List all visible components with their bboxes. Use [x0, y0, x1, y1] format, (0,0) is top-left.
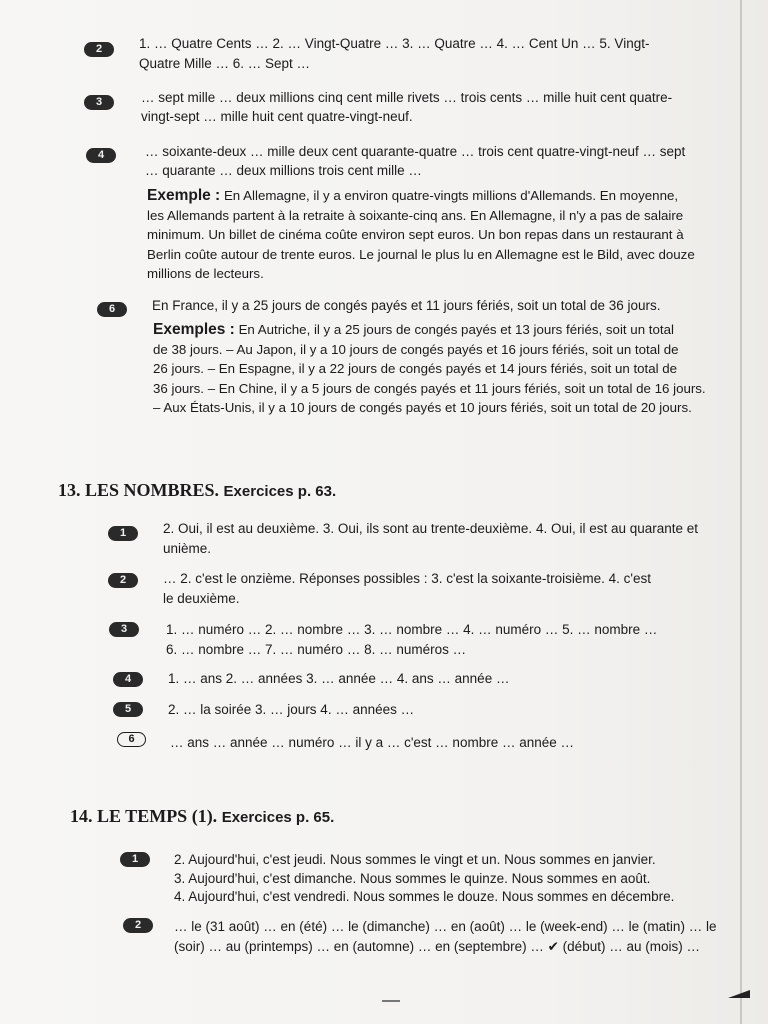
exercise-badge: 3: [109, 622, 139, 637]
section-subtitle: Exercices p. 65.: [221, 809, 335, 826]
examples-line: – Aux États-Unis, il y a 10 jours de congés payés et 10 jours fériés, soit un total de 20 jours.: [153, 400, 692, 415]
example-line: En Allemagne, il y a environ quatre-vingts millions d'Allemands. En moyenne,: [223, 188, 679, 203]
example-paragraph: [147, 186, 695, 284]
exercise-line: 1. … ans 2. … années 3. … année … 4. ans … année …: [168, 671, 510, 686]
exercise-line: 2. Aujourd'hui, c'est jeudi. Nous sommes le vingt et un. Nous sommes en janvier.: [174, 852, 656, 867]
exercise-line: … soixante-deux … mille deux cent quarante-quatre … trois cent quatre-vingt-neuf … sept: [145, 144, 686, 159]
section-heading: [58, 480, 336, 501]
exercise-badge: 4: [86, 148, 116, 163]
exercise-line: … ans … année … numéro … il y a … c'est … nombre … année …: [170, 735, 574, 750]
page-number-fragment: [382, 1000, 400, 1002]
exercise-badge-outline: 6: [117, 732, 146, 747]
examples-line: En Autriche, il y a 25 jours de congés payés et 13 jours fériés, soit un total: [238, 322, 674, 337]
examples-line: de 38 jours. – Au Japon, il y a 10 jours de congés payés et 16 jours fériés, soit un total de: [153, 341, 679, 357]
exercise-line: le deuxième.: [163, 591, 240, 606]
exercise-badge: 4: [113, 672, 143, 687]
example-label: Exemple :: [147, 187, 221, 204]
exercise-badge: 3: [84, 95, 114, 110]
examples-line: 36 jours. – En Chine, il y a 5 jours de congés payés et 11 jours fériés, soit un total de 16 jours.: [153, 380, 706, 396]
exercise-line: … le (31 août) … en (été) … le (dimanche) … en (août) … le (week-end) … le (matin) … le: [174, 919, 717, 934]
exercise-badge: 2: [84, 42, 114, 57]
exercise-line: 1. … Quatre Cents … 2. … Vingt-Quatre … 3. … Quatre … 4. … Cent Un … 5. Vingt-: [139, 36, 650, 51]
example-line: les Allemands partent à la retraite à soixante-cinq ans. En Allemagne, il n'y a pas de salaire: [147, 207, 684, 223]
exercise-line: Quatre Mille … 6. … Sept …: [139, 56, 311, 71]
exercise-line: vingt-sept … mille huit cent quatre-vingt-neuf.: [141, 109, 413, 124]
examples-line: 26 jours. – En Espagne, il y a 22 jours de congés payés et 14 jours fériés, soit un total de: [153, 361, 678, 376]
exercise-badge: 5: [113, 702, 143, 717]
exercise-line: 2. … la soirée 3. … jours 4. … années …: [168, 702, 415, 717]
exercise-badge: 2: [123, 918, 153, 933]
exercise-line: 4. Aujourd'hui, c'est vendredi. Nous sommes le douze. Nous sommes en décembre.: [174, 889, 675, 904]
binding-edge: [740, 0, 742, 1024]
exercise-line: … sept mille … deux millions cinq cent mille rivets … trois cents … mille huit cent quatre-: [141, 90, 673, 105]
corner-mark: [728, 990, 750, 998]
exercise-line: (soir) … au (printemps) … en (automne) … en (septembre) … ✔ (début) … au (mois) …: [174, 939, 700, 954]
example-line: millions de lecteurs.: [147, 266, 264, 281]
exercise-badge: 6: [97, 302, 127, 317]
exercise-badge: 1: [108, 526, 138, 541]
section-title: 14. LE TEMPS (1).: [70, 806, 218, 826]
exercise-line: 1. … numéro … 2. … nombre … 3. … nombre … 4. … numéro … 5. … nombre …: [166, 622, 658, 637]
section-title: 13. LES NOMBRES.: [58, 480, 220, 500]
exercise-badge: 2: [108, 573, 138, 588]
section-subtitle: Exercices p. 63.: [223, 483, 337, 500]
exercise-line: 6. … nombre … 7. … numéro … 8. … numéros …: [166, 642, 467, 657]
exercise-line: 3. Aujourd'hui, c'est dimanche. Nous sommes le quinze. Nous sommes en août.: [174, 871, 651, 886]
exercise-line: … quarante … deux millions trois cent mille …: [145, 163, 422, 178]
exercise-line: 2. Oui, il est au deuxième. 3. Oui, ils sont au trente-deuxième. 4. Oui, il est au quarante et: [163, 521, 699, 536]
exercise-line: En France, il y a 25 jours de congés payés et 11 jours fériés, soit un total de 36 jours.: [152, 298, 661, 313]
examples-paragraph: [153, 320, 706, 418]
section-heading: [70, 806, 334, 827]
exercise-line: unième.: [163, 541, 212, 556]
example-line: Berlin coûte autour de trente euros. Le journal le plus lu en Allemagne est le Bild, avec douze: [147, 246, 695, 262]
example-line: minimum. Un billet de cinéma coûte environ sept euros. Un bon repas dans un restaurant à: [147, 227, 684, 242]
examples-label: Exemples :: [153, 321, 235, 338]
exercise-line: … 2. c'est le onzième. Réponses possibles : 3. c'est la soixante-troisième. 4. c'est: [163, 571, 651, 586]
exercise-badge: 1: [120, 852, 150, 867]
